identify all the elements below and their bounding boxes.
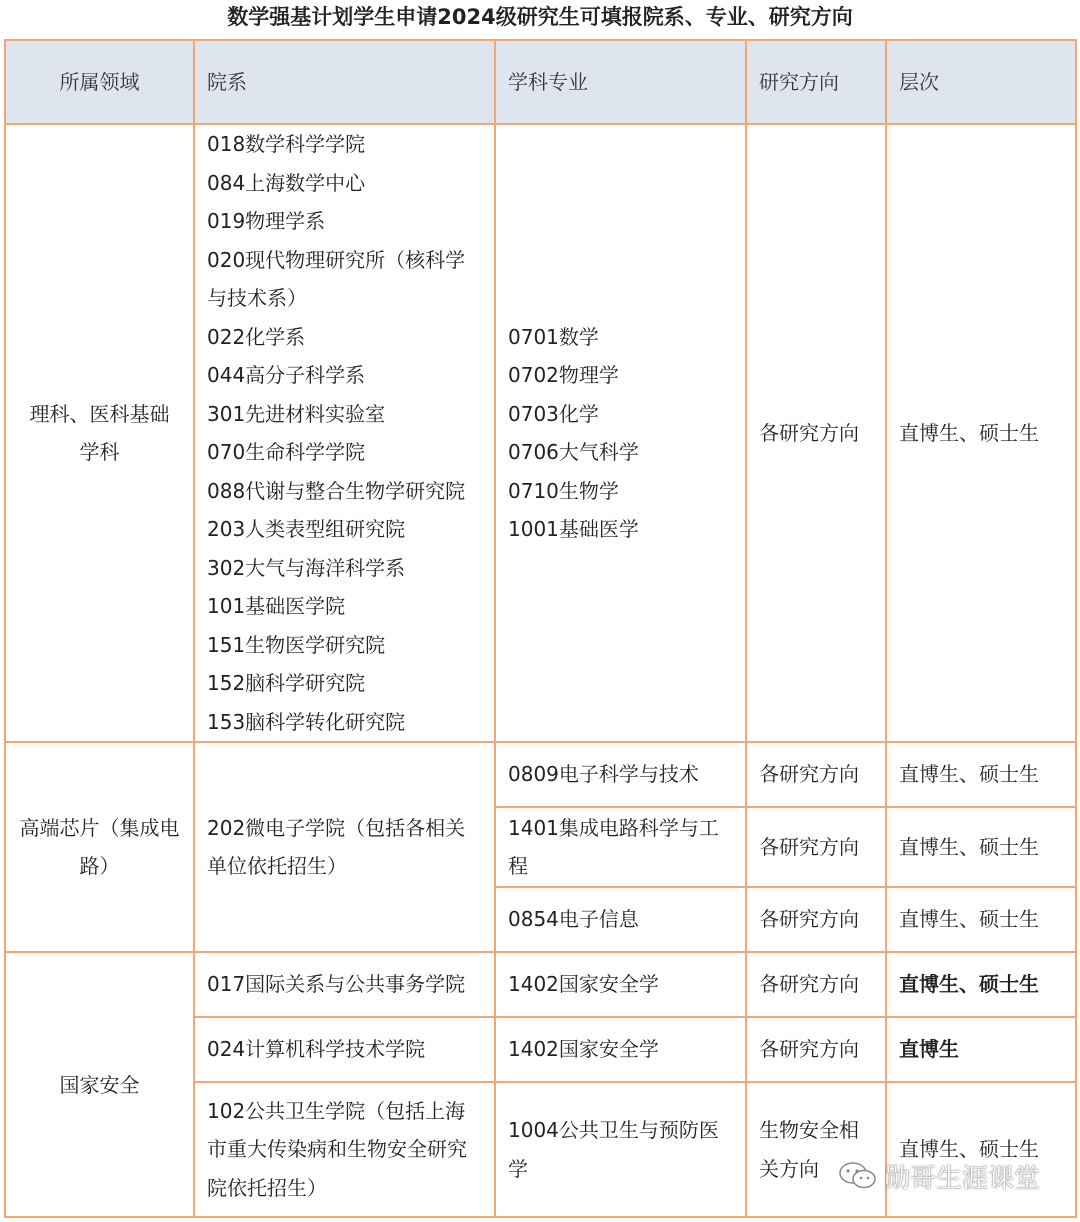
list-item: 0703化学 [508,401,599,426]
field-science: 理科、医科基础学科 [5,124,194,742]
list-item: 101基础医学院 [207,594,346,618]
direction-security-1: 各研究方向 [746,1017,886,1082]
list-item: 与技术系） [207,286,307,310]
level-chip-0: 直博生、硕士生 [886,742,1076,807]
list-item: 022化学系 [207,324,306,349]
list-item: 044高分子科学系 [207,363,366,387]
direction-chip-0: 各研究方向 [746,742,886,807]
direction-science: 各研究方向 [746,124,886,742]
dept-security-1: 024计算机科学技术学院 [194,1017,495,1082]
header-direction: 研究方向 [746,40,886,124]
page-title: 数学强基计划学生申请2024级研究生可填报院系、专业、研究方向 [227,5,853,29]
programs-table [4,39,1077,1218]
table-row [5,952,1076,1017]
major-security-0: 1402国家安全学 [495,952,746,1017]
major-chip-0: 0809电子科学与技术 [495,742,746,807]
table-row [5,124,1076,742]
list-item: 019物理学系 [207,209,326,233]
level-security-0: 直博生、硕士生 [886,952,1076,1017]
header-row [5,40,1076,124]
direction-chip-2: 各研究方向 [746,887,886,952]
dept-security-2: 102公共卫生学院（包括上海市重大传染病和生物安全研究院依托招生） [194,1082,495,1217]
level-security-2: 直博生、硕士生 [886,1082,1076,1217]
level-security-1: 直博生 [886,1017,1076,1082]
level-chip-1: 直博生、硕士生 [886,807,1076,887]
list-item: 088代谢与整合生物学研究院 [207,478,466,503]
list-item: 301先进材料实验室 [207,401,386,426]
major-chip-1: 1401集成电路科学与工程 [495,807,746,887]
watermark [838,1156,1058,1196]
list-item: 070生命科学学院 [207,440,366,464]
list-item: 152脑科学研究院 [207,671,366,695]
list-item: 153脑科学转化研究院 [207,709,406,734]
major-security-2: 1004公共卫生与预防医学 [495,1082,746,1217]
header-field: 所属领域 [5,40,194,124]
dept-security-0: 017国际关系与公共事务学院 [194,952,495,1017]
major-list-science [495,124,746,742]
major-security-1: 1402国家安全学 [495,1017,746,1082]
list-item: 0701数学 [508,324,599,349]
list-item: 302大气与海洋科学系 [207,555,406,580]
list-item: 0706大气科学 [508,440,639,464]
major-chip-2: 0854电子信息 [495,887,746,952]
direction-security-0: 各研究方向 [746,952,886,1017]
level-chip-2: 直博生、硕士生 [886,887,1076,952]
direction-chip-1: 各研究方向 [746,807,886,887]
level-science: 直博生、硕士生 [886,124,1076,742]
list-item: 151生物医学研究院 [207,632,386,657]
list-item: 0710生物学 [508,478,619,503]
dept-list-science [194,124,495,742]
wechat-icon [838,1160,878,1192]
direction-security-2: 生物安全相关方向 [746,1082,886,1217]
divider [4,1216,1075,1218]
list-item: 203人类表型组研究院 [207,517,406,541]
header-major: 学科专业 [495,40,746,124]
header-level: 层次 [886,40,1076,124]
list-item: 018数学科学学院 [207,132,366,156]
list-item: 020现代物理研究所（核科学 [207,247,466,272]
list-item: 084上海数学中心 [207,170,366,195]
table-row [5,742,1076,807]
watermark-text: 勋哥生涯课堂 [884,1163,1041,1194]
dept-chip: 202微电子学院（包括各相关单位依托招生） [194,742,495,952]
list-item: 0702物理学 [508,363,619,387]
list-item: 1001基础医学 [508,517,639,541]
field-chip: 高端芯片（集成电路） [5,742,194,952]
header-dept: 院系 [194,40,495,124]
field-security: 国家安全 [5,952,194,1217]
